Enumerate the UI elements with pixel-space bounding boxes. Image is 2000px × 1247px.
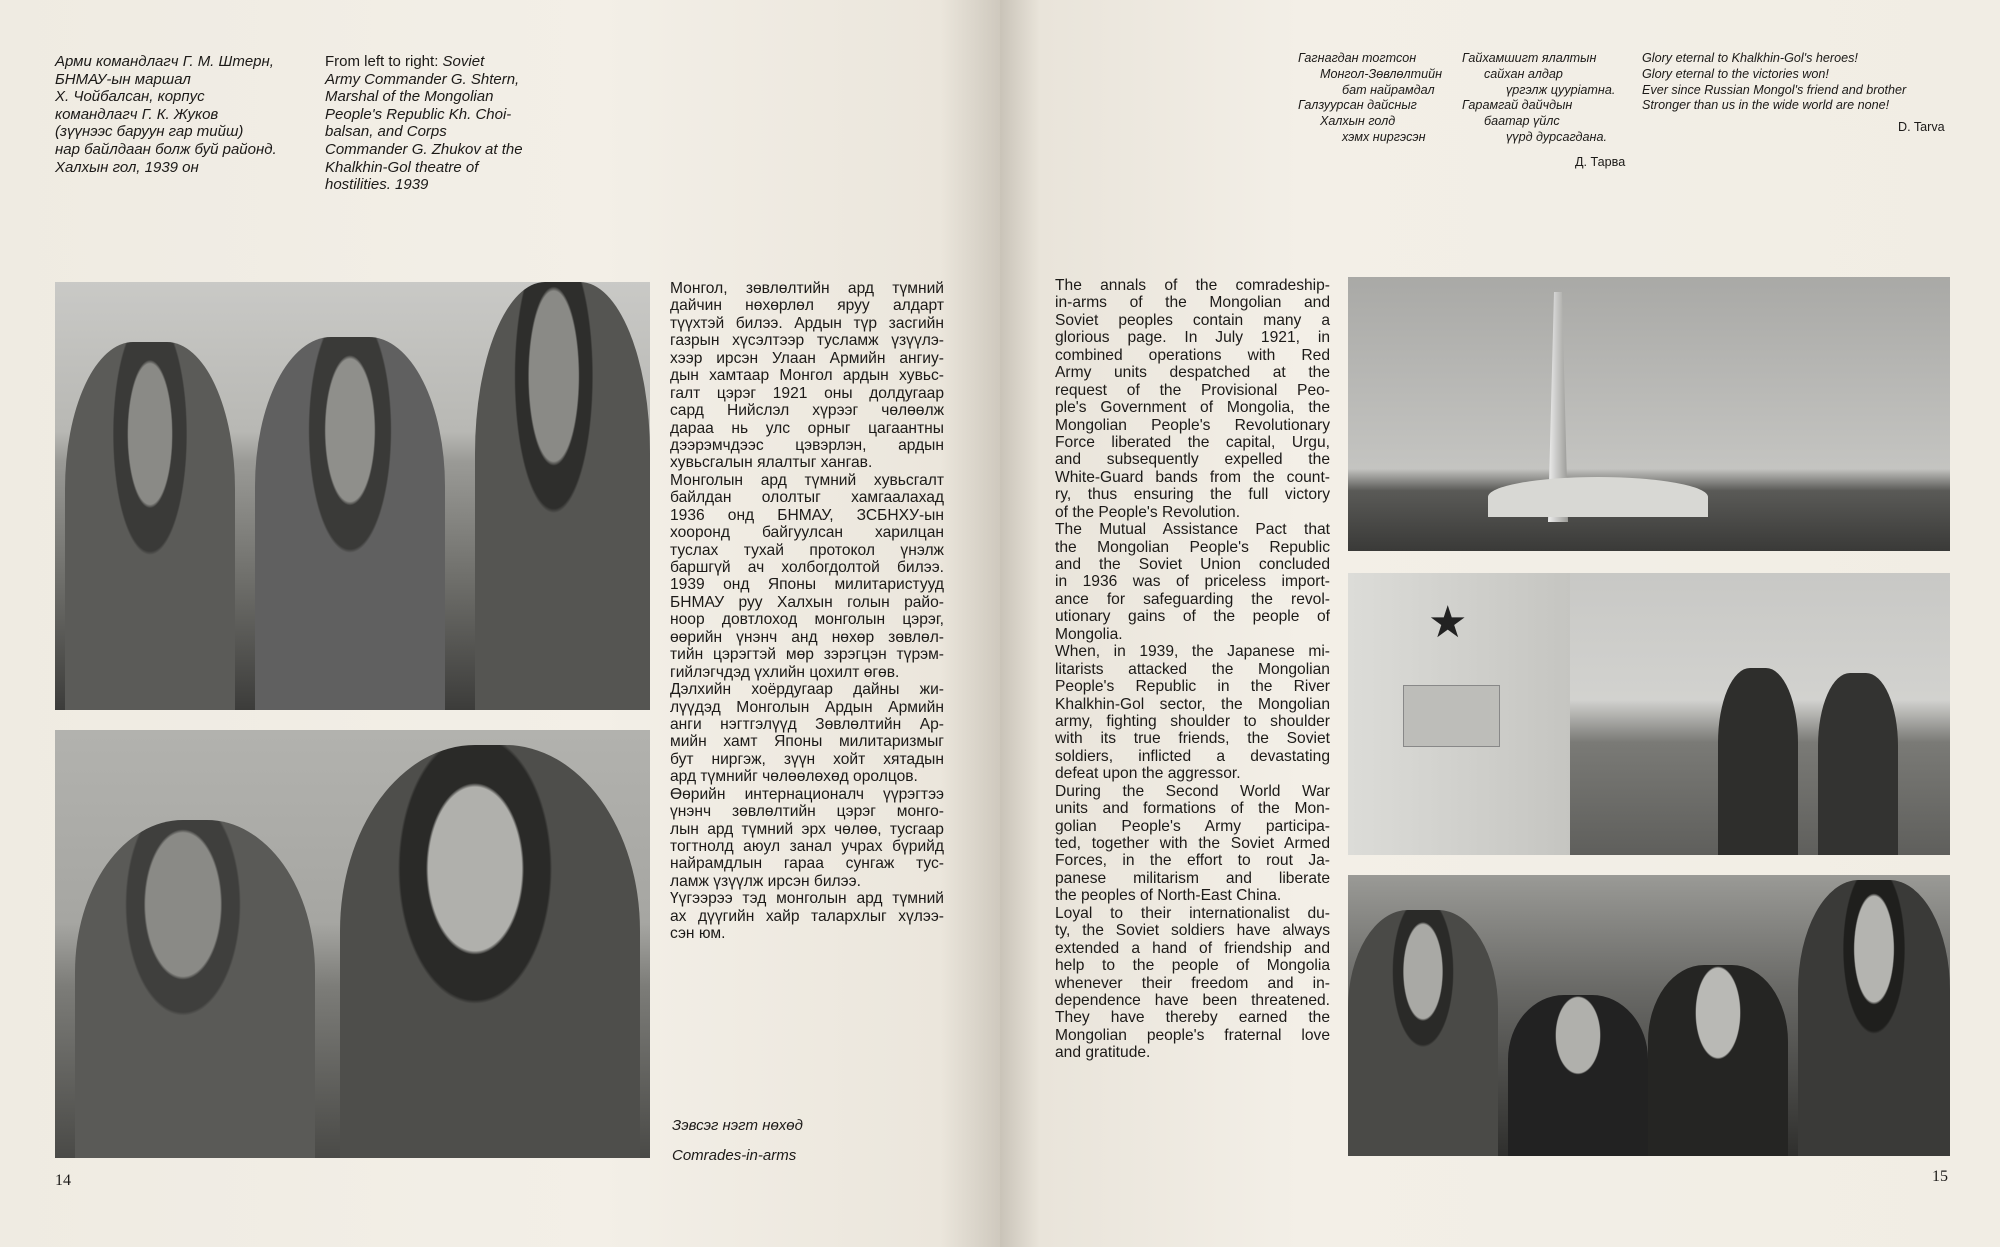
text-line: 1936 онд БНМАУ, ЗСБНХУ-ын (670, 506, 944, 524)
text-line: найрамдлын гараа сунгаж тус- (670, 855, 944, 873)
text-line: Mongolian People's Revolutionary (1055, 416, 1330, 434)
text-line: дайчин нөхөрлөл яруу алдарт (670, 297, 944, 315)
text-line: 1939 онд Японы милитаристууд (670, 576, 944, 594)
text-line: whenever their freedom and in- (1055, 974, 1330, 992)
photo-commanders (55, 282, 650, 710)
text-line: panese militarism and liberate (1055, 869, 1330, 887)
poem-line: сайхан алдар (1484, 66, 1563, 81)
star-icon: ★ (1428, 598, 1468, 647)
text-line: мийн хамт Японы милитаризмыг (670, 733, 944, 751)
text-line: дын хамтаар Монгол ардын хувьс- (670, 367, 944, 385)
poem-line: Stronger than us in the wide world are none! (1642, 98, 1890, 113)
text-line: ард түмнийг чөлөөлөхөд оролцов. (670, 768, 918, 786)
caption-line: balsan, and Corps (325, 123, 447, 141)
body-text-english (1055, 277, 1330, 1062)
text-line: Soviet peoples contain many a (1055, 311, 1330, 329)
poem-mongolian-stanza-2 (1462, 51, 1615, 146)
photo-memorial-monument (1348, 277, 1950, 551)
poem-line: үүрд дурсагдана. (1506, 129, 1607, 144)
text-line: When, in 1939, the Japanese mi- (1055, 643, 1330, 661)
caption-line: Commander G. Zhukov at the (325, 140, 523, 158)
text-line: сэн юм. (670, 925, 726, 943)
text-line: of the People's Revolution. (1055, 503, 1241, 521)
caption-english-lead: From left to right: (325, 53, 439, 70)
text-line: litarists attacked the Mongolian (1055, 660, 1330, 678)
text-line: They have thereby earned the (1055, 1009, 1330, 1027)
text-line: өөрийн үнэнч анд нөхөр зөвлөл- (670, 628, 944, 646)
text-line: help to the people of Mongolia (1055, 957, 1330, 975)
text-line: хувьсгалын ялалтыг хангав. (670, 454, 873, 472)
text-line: with its true friends, the Soviet (1055, 730, 1330, 748)
text-line: Монголын ард түмний хувьсгалт (670, 471, 944, 489)
paragraph (1055, 783, 1330, 905)
text-line: ry, thus ensuring the full victory (1055, 486, 1330, 504)
text-line: utionary gains of the people of (1055, 608, 1330, 626)
poem-line: Монгол-Зөвлөлтийн (1320, 66, 1443, 81)
text-line: хооронд байгуулсан харилцан (670, 524, 944, 542)
text-line: түүхтэй билээ. Ардын түр засгийн (670, 314, 944, 332)
text-line: soldiers, inflicted a devastating (1055, 747, 1330, 765)
text-line: The Mutual Assistance Pact that (1055, 521, 1330, 539)
caption-line: (зүүнээс баруун гар тийш) (55, 123, 244, 141)
paragraph (1055, 521, 1330, 643)
page-number-right: 15 (1932, 1168, 1948, 1185)
text-line: dependence have been threatened. (1055, 991, 1330, 1009)
poem-line: хэмх ниргэсэн (1342, 129, 1426, 144)
caption-line: People's Republic Kh. Choi- (325, 105, 512, 123)
text-line: in 1936 was of priceless import- (1055, 573, 1330, 591)
poem-mongolian-author: Д. Тарва (1575, 155, 1626, 169)
caption-line: Army Commander G. Shtern, (325, 70, 520, 88)
photo-comrades (55, 730, 650, 1158)
caption-english (325, 53, 523, 194)
paragraph (670, 681, 944, 786)
text-line: and gratitude. (1055, 1044, 1151, 1062)
paragraph (670, 890, 944, 942)
text-line: During the Second World War (1055, 782, 1330, 800)
text-line: Force liberated the capital, Urgu, (1055, 433, 1330, 451)
text-line: request of the Provisional Peo- (1055, 381, 1330, 399)
text-line: гийлэгчдэд үхлийн цохилт өгөв. (670, 663, 900, 681)
text-line: дараа нь улс орныг цагаантны (670, 419, 944, 437)
text-line: units and formations of the Mon- (1055, 800, 1330, 818)
text-line: the peoples of North-East China. (1055, 887, 1282, 905)
paragraph (670, 786, 944, 891)
poem-mongolian-stanza-1 (1298, 51, 1442, 146)
caption-line: нар байлдаан болж буй районд. (55, 140, 277, 158)
text-line: БНМАУ руу Халхын голын райо- (670, 593, 944, 611)
text-line: Дэлхийн хоёрдугаар дайны жи- (670, 681, 944, 699)
page-number-left: 14 (55, 1172, 71, 1189)
text-line: Өөрийн интернационалч үүрэгтээ (670, 785, 944, 803)
caption-line: Х. Чойбалсан, корпус (55, 88, 205, 106)
poem-line: Glory eternal to Khalkhin-Gol's heroes! (1642, 51, 1858, 65)
caption-line: БНМАУ-ын маршал (55, 70, 191, 88)
paragraph (1055, 277, 1330, 521)
text-line: анги нэгтгэлүүд Зөвлөлтийн Ар- (670, 715, 944, 733)
poem-line: бат найрамдал (1342, 82, 1435, 97)
text-line: бут ниргэж, зүүн хойт хятадын (670, 750, 944, 768)
text-line: сард Нийслэл хүрээг чөлөөлж (670, 402, 944, 420)
text-line: Loyal to their internationalist du- (1055, 904, 1330, 922)
text-line: ple's Government of Mongolia, the (1055, 399, 1330, 417)
text-line: glorious page. In July 1921, in (1055, 329, 1330, 347)
photo-caption-english: Comrades-in-arms (672, 1147, 797, 1164)
text-line: Монгол, зөвлөлтийн ард түмний (670, 280, 944, 297)
text-line: Army units despatched at the (1055, 364, 1330, 382)
text-line: лүүдэд Монголын Ардын Армийн (670, 698, 944, 716)
poem-line: үргэлж цуурiатна. (1506, 82, 1616, 97)
text-line: Forces, in the effort to rout Ja- (1055, 852, 1330, 870)
photo-veterans-gathering (1348, 875, 1950, 1156)
text-line: Үүгээрээ тэд монголын ард түмний (670, 890, 944, 908)
paragraph (670, 280, 944, 472)
text-line: ах дүүгийн хайр талархлыг хүлээ- (670, 907, 944, 925)
text-line: extended a hand of friendship and (1055, 939, 1330, 957)
text-line: and the Soviet Union concluded (1055, 556, 1330, 573)
text-line: Mongolian people's fraternal love (1055, 1026, 1330, 1044)
caption-line: Marshal of the Mongolian (325, 88, 494, 106)
text-line: People's Republic in the River (1055, 678, 1330, 696)
text-line: The annals of the comradeship- (1055, 277, 1330, 294)
caption-line: Khalkhin-Gol theatre of (325, 158, 479, 176)
poem-line: Гагнагдан тогтсон (1298, 51, 1417, 65)
text-line: army, fighting shoulder to shoulder (1055, 712, 1330, 730)
poem-line: баатар үйлс (1484, 114, 1560, 129)
caption-line: командлагч Г. К. Жуков (55, 105, 219, 123)
paragraph (1055, 905, 1330, 1062)
text-line: combined operations with Red (1055, 346, 1330, 364)
caption-line: Soviet (438, 53, 485, 70)
text-line: галт цэрэг 1921 оны долдугаар (670, 384, 944, 402)
poem-line: Халхын голд (1320, 114, 1396, 129)
text-line: golian People's Army participa- (1055, 817, 1330, 835)
text-line: тийн цэрэгтэй мөр зэрэгцэн түрэм- (670, 646, 944, 664)
text-line: ty, the Soviet soldiers have always (1055, 922, 1330, 940)
text-line: and subsequently expelled the (1055, 451, 1330, 469)
poem-line: Ever since Russian Mongol's friend and brother (1642, 82, 1907, 97)
poem-english (1642, 51, 1906, 114)
text-line: тогтнолд аюул занал учрах бүрийд (670, 838, 944, 855)
text-line: Khalkhin-Gol sector, the Mongolian (1055, 695, 1330, 713)
caption-mongolian (55, 53, 277, 176)
paragraph (1055, 643, 1330, 783)
text-line: үнэнч зөвлөлтийн цэрэг монго- (670, 803, 944, 821)
text-line: туслах тухай протокол үнэлж (670, 541, 944, 559)
text-line: лын ард түмний эрх чөлөө, тусгаар (670, 820, 944, 838)
poem-line: Glory eternal to the victories won! (1642, 66, 1829, 81)
text-line: the Mongolian People's Republic (1055, 538, 1330, 556)
text-line: ted, together with the Soviet Armed (1055, 835, 1330, 852)
photo-caption-mongolian: Зэвсэг нэгт нөхөд (672, 1117, 803, 1134)
caption-line: Халхын гол, 1939 он (55, 158, 199, 176)
text-line: дээрэмчдээс цэвэрлэн, ардын (670, 436, 944, 454)
text-line: газрын хүсэлтээр тусламж үзүүлэ- (670, 332, 944, 350)
text-line: баршгүй ач холбогдолтой билээ. (670, 559, 944, 576)
text-line: Mongolia. (1055, 625, 1123, 643)
text-line: in-arms of the Mongolian and (1055, 294, 1330, 312)
paragraph (670, 472, 944, 681)
text-line: White-Guard bands from the count- (1055, 468, 1330, 486)
poem-english-author: D. Tarva (1898, 120, 1945, 134)
body-text-mongolian (670, 280, 944, 943)
text-line: ноор довтлоход монголын цэрэг, (670, 611, 944, 629)
right-page (1000, 0, 2000, 1247)
photo-veterans-at-memorial (1348, 573, 1950, 855)
text-line: ламж үзүүлж ирсэн билээ. (670, 872, 861, 890)
caption-line: Арми командлагч Г. М. Штерн, (55, 53, 274, 70)
poem-line: Гарамгай дайчдын (1462, 98, 1573, 113)
poem-line: Гайхамшигт ялалтын (1462, 51, 1597, 65)
caption-line: hostilities. 1939 (325, 176, 429, 194)
text-line: хээр ирсэн Улаан Армийн ангиу- (670, 349, 944, 367)
text-line: ance for safeguarding the revol- (1055, 590, 1330, 608)
poem-line: Галзуурсан дайсныг (1298, 98, 1417, 113)
text-line: defeat upon the aggressor. (1055, 765, 1241, 783)
text-line: байлдан ололтыг хамгаалахад (670, 489, 944, 507)
